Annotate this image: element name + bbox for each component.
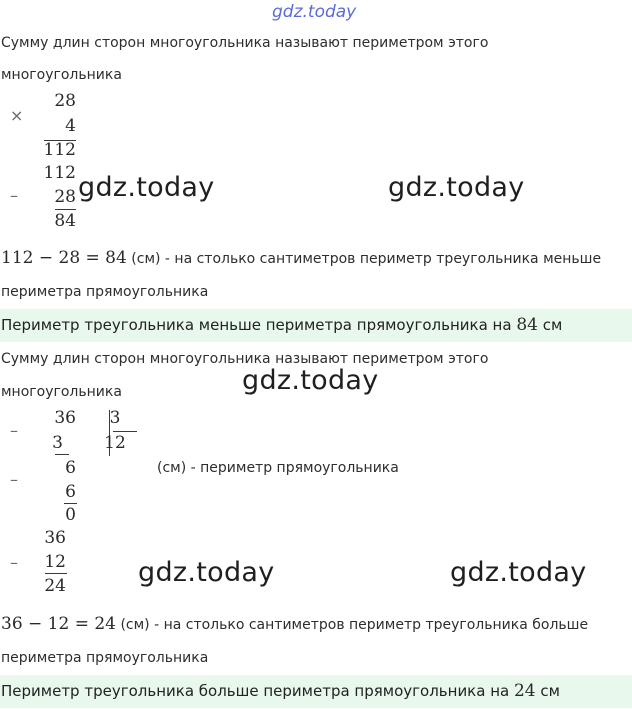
sub-difference: 24 <box>44 576 66 596</box>
minus-sign: – <box>10 470 18 489</box>
equation-line <box>1 248 601 268</box>
sub-rule <box>45 573 67 574</box>
answer-line <box>1 681 560 701</box>
definition-line-1: Сумму длин сторон многоугольника называют периметром этого <box>1 35 489 51</box>
equation-explanation: (см) - на столько сантиметров периметр треугольника меньше <box>126 251 602 267</box>
sub-minuend: 36 <box>44 528 66 548</box>
minus-sign: – <box>10 553 18 572</box>
watermark: gdz.today <box>388 172 525 203</box>
mult-factor-2: 4 <box>65 116 76 136</box>
answer-text: Периметр треугольника меньше периметра прямоугольника на <box>1 316 517 334</box>
definition-line-1: Сумму длин сторон многоугольника называют периметром этого <box>1 351 489 367</box>
div-rule-1 <box>55 454 69 455</box>
watermark: gdz.today <box>138 557 275 588</box>
equation-line <box>1 614 588 634</box>
div-quotient-rule <box>113 431 137 432</box>
equation-line-2: периметра прямоугольника <box>1 650 209 666</box>
answer-unit: см <box>535 682 560 700</box>
definition-line-2: многоугольника <box>1 384 122 400</box>
div-divisor: 3 <box>109 408 121 428</box>
equation-explanation: (см) - на столько сантиметров периметр треугольника больше <box>116 617 589 633</box>
div-subtract-2: 6 <box>65 482 76 502</box>
minus-sign: – <box>10 186 18 205</box>
equation: 36 − 12 = 24 <box>1 614 116 634</box>
sub-subtrahend: 12 <box>44 552 66 572</box>
div-dividend: 36 <box>54 408 76 428</box>
div-quotient: 12 <box>104 433 126 453</box>
div-subtract-1: 3 <box>52 433 63 453</box>
definition-line-2: многоугольника <box>1 67 122 83</box>
watermark: gdz.today <box>78 172 215 203</box>
mult-product: 112 <box>43 140 76 160</box>
equation: 112 − 28 = 84 <box>1 248 127 268</box>
watermark: gdz.today <box>242 365 379 396</box>
sub-subtrahend: 28 <box>54 187 76 207</box>
watermark: gdz.today <box>450 557 587 588</box>
div-remainder-2: 0 <box>65 505 76 525</box>
equation-line-2: периметра прямоугольника <box>1 284 209 300</box>
answer-text: Периметр треугольника больше периметра прямоугольника на <box>1 682 514 700</box>
sub-rule <box>55 209 76 210</box>
sub-minuend: 112 <box>43 163 76 183</box>
answer-number: 24 <box>513 681 536 701</box>
division-note: (см) - периметр прямоугольника <box>157 460 399 476</box>
minus-sign: – <box>10 421 18 440</box>
answer-number: 84 <box>516 315 538 335</box>
answer-line <box>1 315 562 335</box>
div-remainder-1: 6 <box>65 458 76 478</box>
mult-factor-1: 28 <box>54 91 76 111</box>
watermark-top: gdz.today <box>272 2 357 22</box>
sub-difference: 84 <box>54 211 76 231</box>
div-rule-2 <box>64 503 77 504</box>
multiply-sign: × <box>10 106 24 125</box>
answer-unit: см <box>537 316 563 334</box>
